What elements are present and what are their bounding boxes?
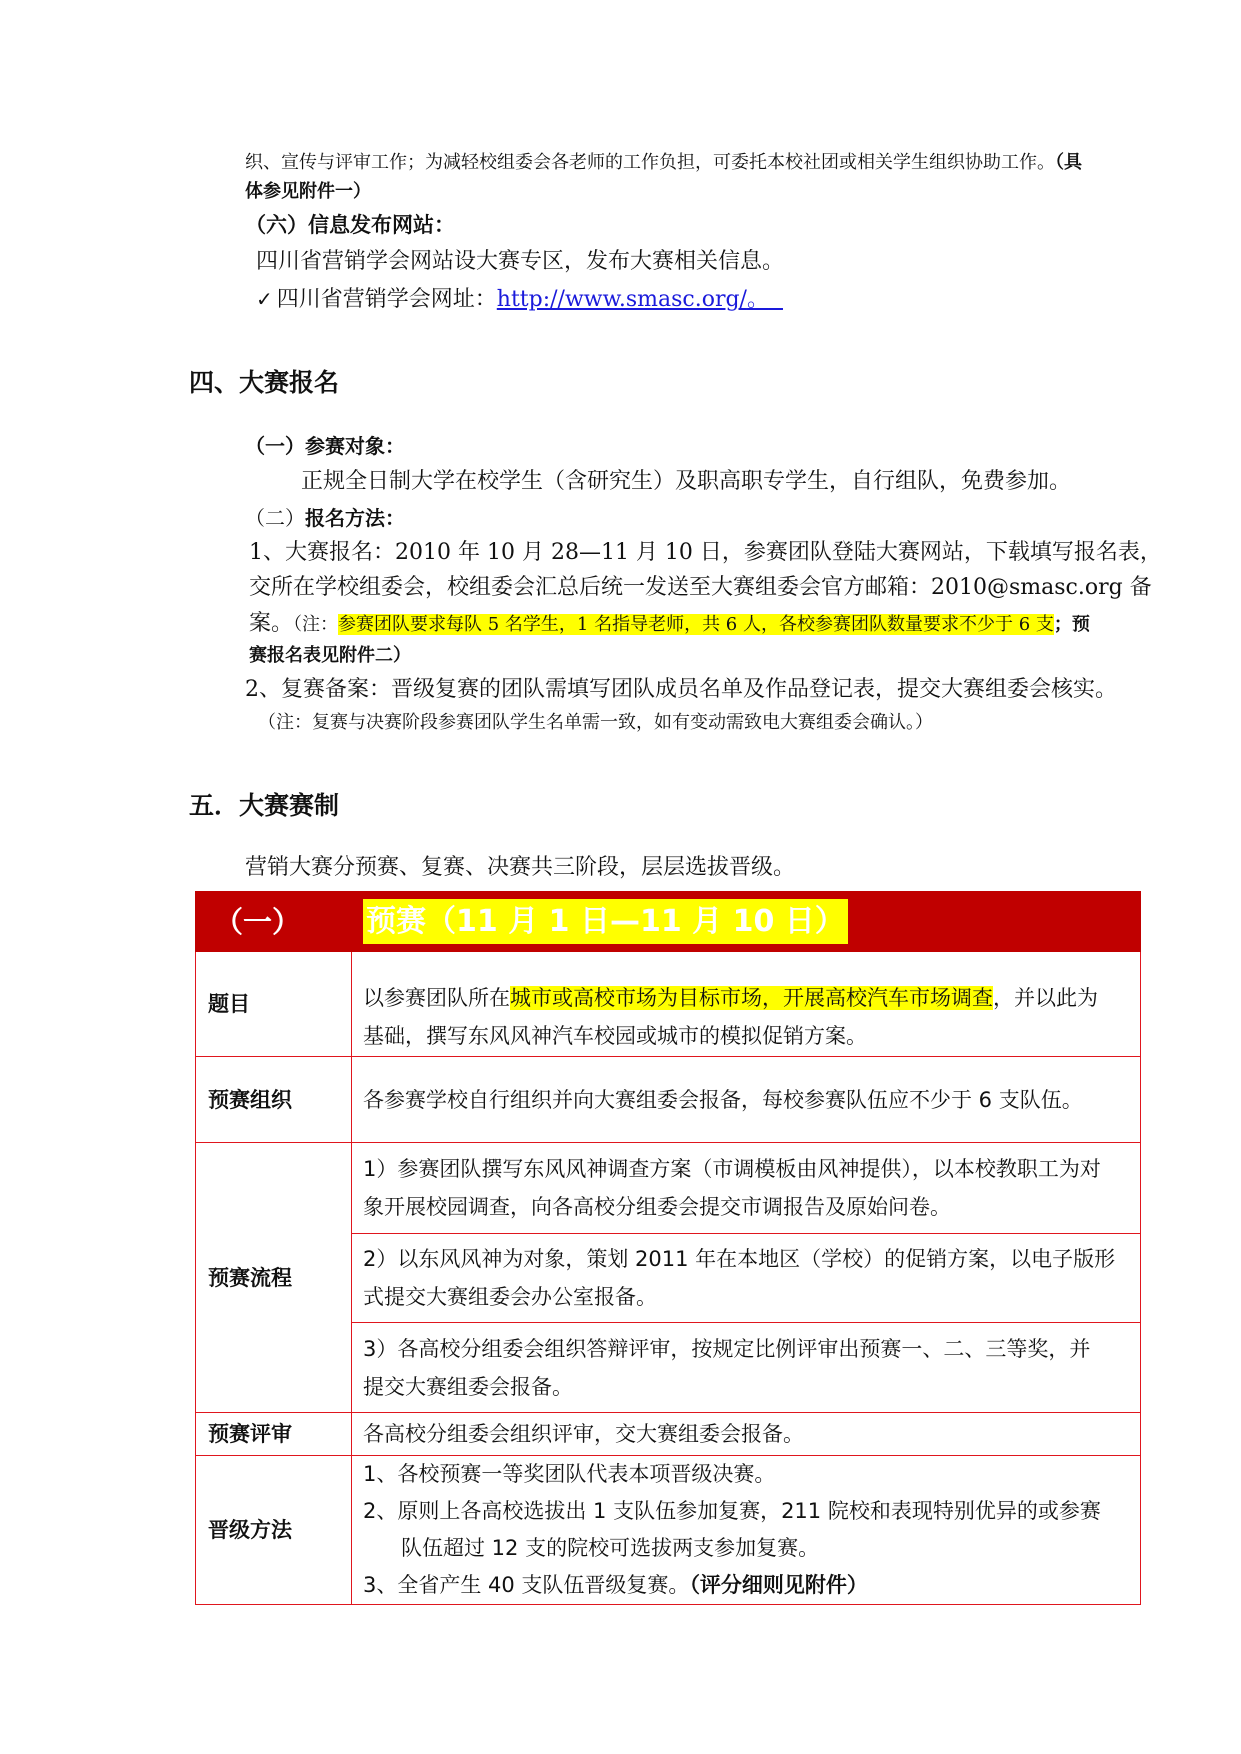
table-row-organization (196, 1057, 1141, 1143)
row-label-promotion: 晋级方法 (196, 1456, 352, 1605)
row-content-topic (352, 952, 1141, 1057)
note-bold: ；预 (1053, 614, 1090, 635)
note-bold-continuation: 赛报名表见附件二） (249, 645, 411, 666)
promotion-item-1: 1、各校预赛一等奖团队代表本项晋级决赛。 (363, 1462, 776, 1486)
method-step1-line-1: 1、大赛报名：2010 年 10 月 28—11 月 10 日，参赛团队登陆大赛网站，下载填写报名表， (249, 540, 1162, 565)
promotion-item-2-line-1: 2、原则上各高校选拔出 1 支队伍参加复赛，211 院校和表现特别优异的或参赛 (363, 1499, 1101, 1523)
process-step-1-line-2: 象开展校园调查，向各高校分组委会提交市调报告及原始问卷。 (363, 1195, 951, 1219)
method-step1-line-3 (249, 609, 1090, 639)
note-open: （注： (293, 614, 339, 635)
topic-line-2: 基础，撰写东风风神汽车校园或城市的模拟促销方案。 (363, 1024, 867, 1048)
review-text: 各高校分组委会组织评审，交大赛组委会报备。 (363, 1422, 804, 1446)
format-intro: 营销大赛分预赛、复赛、决赛共三阶段，层层选拔晋级。 (245, 855, 796, 880)
process-step-1-line-1: 1）参赛团队撰写东风风神调查方案（市调模板由风神提供），以本校教职工为对 (363, 1157, 1101, 1181)
row-content-organization (352, 1057, 1141, 1143)
preliminary-round-table (195, 891, 1141, 1605)
topic-highlight: 城市或高校市场为目标市场，开展高校汽车市场调查 (510, 986, 993, 1010)
table-row-topic (196, 952, 1141, 1057)
organization-text: 各参赛学校自行组织并向大赛组委会报备，每校参赛队伍应不少于 6 支队伍。 (363, 1087, 1083, 1112)
website-url-label: 四川省营销学会网址： (276, 287, 497, 312)
promotion-item-3-text: 3、全省产生 40 支队伍晋级复赛。 (363, 1573, 690, 1597)
row-label-process: 预赛流程 (196, 1143, 352, 1413)
table-header-row (196, 892, 1141, 952)
promotion-item-2-line-2: 队伍超过 12 支的院校可选拔两支参加复赛。 (401, 1536, 820, 1560)
topic-line-1 (363, 979, 1129, 1017)
stage-title: 预赛（11 月 1 日—11 月 10 日） (363, 899, 848, 944)
process-step-2-line-2: 式提交大赛组委会办公室报备。 (363, 1285, 657, 1309)
website-description: 四川省营销学会网站设大赛专区，发布大赛相关信息。 (256, 249, 785, 274)
process-step-2-line-1: 2）以东风风神为对象，策划 2011 年在本地区（学校）的促销方案，以电子版形 (363, 1247, 1116, 1271)
method-step1-end: 案。 (249, 611, 294, 636)
method-step2: 2、复赛备案：晋级复赛的团队需填写团队成员名单及作品登记表，提交大赛组委会核实。 (245, 677, 1118, 702)
process-step-1 (352, 1143, 1141, 1234)
intro-line-1 (245, 148, 1082, 178)
stage-index: （一） (196, 892, 352, 952)
table-row-process-1 (196, 1143, 1141, 1234)
row-label-review: 预赛评审 (196, 1413, 352, 1456)
process-step-3 (352, 1323, 1141, 1413)
promotion-item-3 (363, 1567, 1129, 1604)
method-heading (245, 503, 405, 533)
registration-title: 四、大赛报名 (189, 368, 340, 397)
topic-pre: 以参赛团队所在 (363, 986, 510, 1010)
process-step-3-line-2: 提交大赛组委会报备。 (363, 1374, 573, 1399)
method-heading-label: 报名方法： (305, 506, 405, 530)
intro-line-2: 体参见附件一） (245, 181, 371, 202)
format-title: 五．大赛赛制 (189, 791, 340, 820)
promotion-item-3-reference: （评分细则见附件） (689, 1573, 868, 1597)
method-step1-line-2: 交所在学校组委会，校组委会汇总后统一发送至大赛组委会官方邮箱：2010@smasc.org 备 (249, 575, 1152, 600)
participants-text: 正规全日制大学在校学生（含研究生）及职高职专学生，自行组队，免费参加。 (301, 469, 1072, 494)
note-highlight: 参赛团队要求每队 5 名学生，1 名指导老师，共 6 人，各校参赛团队数量要求不少于 6 支 (338, 614, 1054, 635)
process-step-2 (352, 1234, 1141, 1323)
process-step-3-line-1: 3）各高校分组委会组织答辩评审，按规定比例评审出预赛一、二、三等奖，并 (363, 1336, 1091, 1361)
website-url-line (256, 284, 783, 314)
row-label-organization: 预赛组织 (196, 1057, 352, 1143)
table-row-review (196, 1413, 1141, 1456)
row-content-promotion (352, 1456, 1141, 1605)
website-link[interactable] (497, 287, 783, 312)
topic-post: ，并以此为 (993, 986, 1098, 1010)
method-heading-prefix: （二） (245, 506, 305, 530)
participants-heading: （一）参赛对象： (245, 434, 405, 458)
row-label-topic: 题目 (196, 952, 352, 1057)
website-heading: （六）信息发布网站： (245, 213, 455, 237)
intro-text: 织、宣传与评审工作；为减轻校组委会各老师的工作负担，可委托本校社团或相关学生组织协助工作。 (245, 152, 1055, 173)
intro-reference: （具 (1055, 152, 1082, 173)
website-url-suffix: 。 (746, 287, 769, 312)
website-url: http://www.smasc.org/ (496, 287, 747, 312)
checkmark-icon: ✓ (256, 287, 273, 311)
row-content-review (352, 1413, 1141, 1456)
stage-title-cell (352, 892, 1141, 952)
method-step2-note: （注：复赛与决赛阶段参赛团队学生名单需一致，如有变动需致电大赛组委会确认。） (258, 712, 933, 733)
table-row-promotion (196, 1456, 1141, 1605)
